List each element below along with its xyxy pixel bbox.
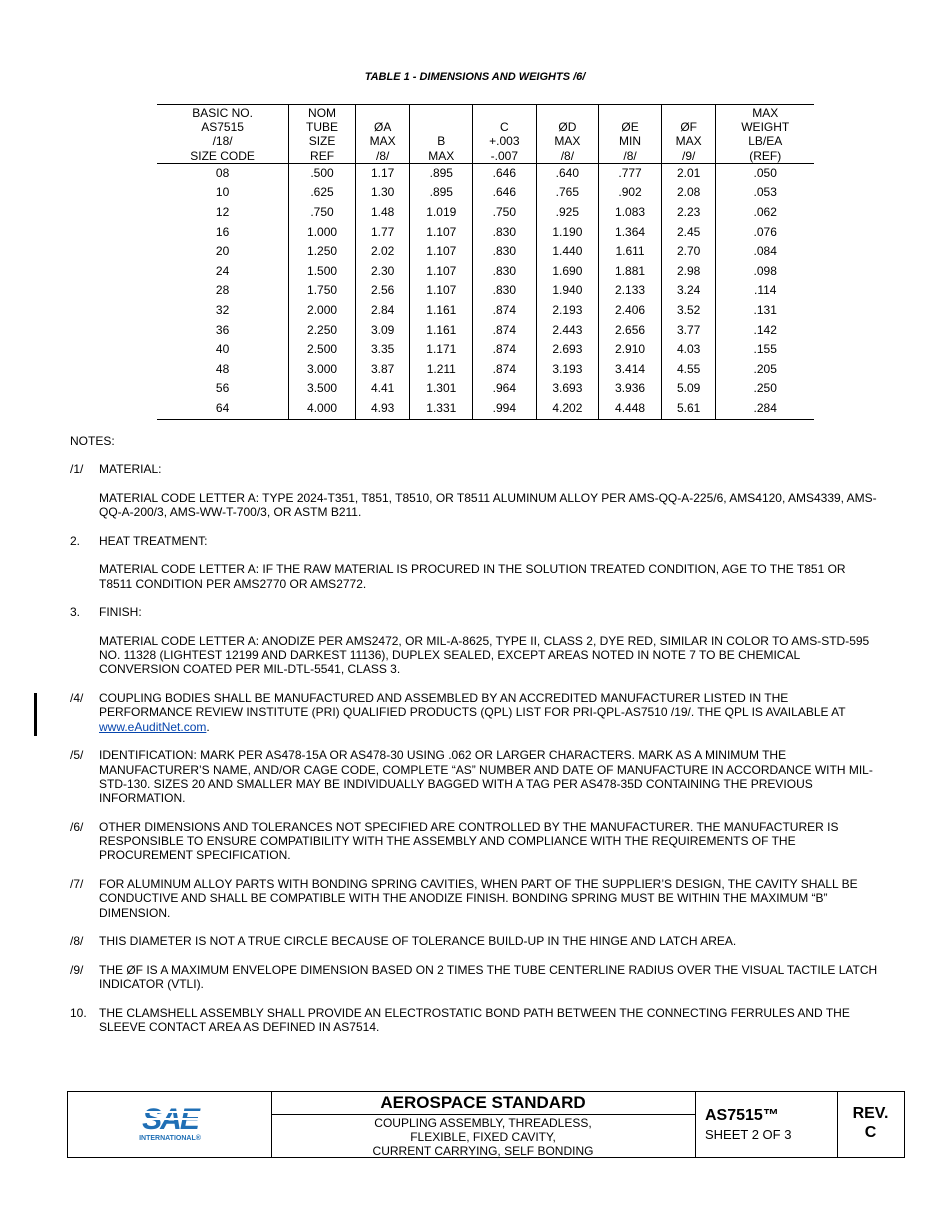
table-row [157, 223, 814, 243]
column-header-line: ØE [621, 120, 639, 135]
table-cell: 3.693 [536, 379, 599, 399]
note-number: /1/ [70, 462, 84, 477]
table-cell: 2.70 [661, 242, 716, 262]
table-cell: 48 [215, 361, 230, 376]
table-cell: 2.193 [536, 301, 599, 321]
table-cell: 1.107 [410, 262, 473, 282]
table-cell: .500 [289, 163, 356, 183]
table-cell: 4.448 [599, 399, 662, 419]
column-header [355, 105, 410, 164]
table-cell: 1.30 [355, 183, 410, 203]
note-number: /8/ [70, 934, 84, 949]
table-cell: 1.611 [599, 242, 662, 262]
table-cell: 1.000 [289, 223, 356, 243]
table-cell: .874 [473, 301, 536, 321]
table-row [157, 379, 814, 399]
column-header-line: (REF) [749, 148, 782, 163]
note-1 [70, 462, 880, 519]
table-cell: .084 [716, 242, 814, 262]
column-header-line: BASIC NO. [192, 106, 253, 120]
logo-subtext: INTERNATIONAL® [139, 1135, 201, 1142]
table-cell: 4.41 [355, 379, 410, 399]
table-cell: 1.107 [410, 242, 473, 262]
table-cell: .925 [536, 203, 599, 223]
column-header-line: MAX [752, 106, 779, 120]
column-header-line: TUBE [306, 120, 339, 135]
revision-label: REV. [852, 1105, 889, 1122]
table-cell: 3.500 [289, 379, 356, 399]
revision-value: C [864, 1124, 877, 1141]
note-8 [70, 934, 880, 948]
table-cell: 2.133 [599, 281, 662, 301]
table-cell: 1.211 [410, 360, 473, 380]
table-cell: 1.019 [410, 203, 473, 223]
table-row [157, 163, 814, 183]
column-header-line: ØF [680, 120, 698, 135]
table-cell: 4.55 [661, 360, 716, 380]
note-number: /6/ [70, 819, 84, 834]
table-row [157, 360, 814, 380]
table-cell: 1.500 [289, 262, 356, 282]
table-cell: .625 [289, 183, 356, 203]
table-cell: 2.250 [289, 321, 356, 341]
table-cell: 20 [215, 244, 230, 259]
table-cell: .050 [716, 163, 814, 183]
table-cell: .098 [716, 262, 814, 282]
table-cell: 2.000 [289, 301, 356, 321]
table-cell: 4.93 [355, 399, 410, 419]
title-block [67, 1091, 905, 1158]
column-header [157, 105, 289, 164]
column-header [410, 105, 473, 164]
column-header [716, 105, 814, 164]
table-cell: 1.161 [410, 321, 473, 341]
table-cell: .830 [473, 242, 536, 262]
table-row [157, 340, 814, 360]
table-cell: .830 [473, 223, 536, 243]
table-row [157, 399, 814, 419]
note-body [99, 691, 880, 734]
column-header-line: /9/ [682, 148, 696, 163]
column-header-line: SIZE [308, 134, 336, 149]
table-cell: 2.910 [599, 340, 662, 360]
table-cell: .895 [410, 163, 473, 183]
note-body: THE CLAMSHELL ASSEMBLY SHALL PROVIDE AN ELECTROSTATIC BOND PATH BETWEEN THE CONNECTING FERRULES AND THE SLEEVE CONTACT AREA AS DEFINED IN AS7514. [99, 1005, 850, 1034]
table-cell: 2.656 [599, 321, 662, 341]
table-cell: 10 [215, 185, 230, 200]
table-row [157, 242, 814, 262]
column-header [473, 105, 536, 164]
column-header-line: ØA [373, 120, 392, 135]
table-cell: 1.107 [410, 223, 473, 243]
table-cell: 1.48 [355, 203, 410, 223]
table-cell: .874 [473, 360, 536, 380]
column-header-line: B [437, 134, 446, 149]
table-cell: 2.02 [355, 242, 410, 262]
title-cell [271, 1092, 696, 1157]
note-6 [70, 820, 880, 863]
note-number: /5/ [70, 748, 84, 763]
table-row [157, 321, 814, 341]
table-cell: .053 [716, 183, 814, 203]
description-line: CURRENT CARRYING, SELF BONDING [372, 1144, 594, 1158]
table-cell: .250 [716, 379, 814, 399]
table-cell: 16 [215, 224, 230, 239]
table-cell: 2.23 [661, 203, 716, 223]
eauditnet-link[interactable]: www.eAuditNet.com [99, 719, 207, 734]
table-cell: .640 [536, 163, 599, 183]
part-description [271, 1115, 695, 1158]
table-cell: .830 [473, 281, 536, 301]
table-cell: 1.940 [536, 281, 599, 301]
table-cell: 3.193 [536, 360, 599, 380]
sae-logo [68, 1092, 272, 1157]
column-header [599, 105, 662, 164]
sae-logo-icon [68, 1092, 271, 1157]
table-cell: 3.000 [289, 360, 356, 380]
table-cell: 1.881 [599, 262, 662, 282]
table-cell: 2.30 [355, 262, 410, 282]
table-cell: 40 [215, 342, 230, 357]
column-header-line: MAX [369, 134, 396, 149]
column-header-line: ØD [558, 120, 577, 135]
table-cell: .205 [716, 360, 814, 380]
column-header-line: /8/ [560, 148, 575, 163]
note-title: FINISH: [99, 605, 142, 620]
table-cell: 1.17 [355, 163, 410, 183]
table-cell: 3.52 [661, 301, 716, 321]
table-cell: 3.24 [661, 281, 716, 301]
revision-cell [837, 1092, 904, 1157]
note-body: OTHER DIMENSIONS AND TOLERANCES NOT SPECIFIED ARE CONTROLLED BY THE MANUFACTURER. THE MANUFACTURER IS RESPONSIBLE TO ENSURE COMPATIBILITY WITH THE ASSEMBLY AND COMPLIANCE WITH THE REQUIREMENTS OF THE PROCUREMENT SPECIFICATION. [99, 819, 839, 863]
note-5 [70, 748, 880, 805]
note-10 [70, 1006, 880, 1035]
column-header-line: /8/ [375, 148, 390, 163]
table-cell: .750 [289, 203, 356, 223]
column-header-line: MAX [675, 134, 702, 149]
table-row [157, 183, 814, 203]
table-row [157, 203, 814, 223]
column-header [661, 105, 716, 164]
table-cell: .142 [716, 321, 814, 341]
column-header-line: NOM [308, 106, 337, 120]
table-cell: 1.690 [536, 262, 599, 282]
table-cell: 4.03 [661, 340, 716, 360]
table-cell: 64 [157, 399, 289, 419]
note-7 [70, 877, 880, 920]
document-number-cell [695, 1092, 838, 1157]
note-body: IDENTIFICATION: MARK PER AS478-15A OR AS478-30 USING .062 OR LARGER CHARACTERS. MARK AS A MINIMUM THE MANUFACTURER’S NAME, AND/OR CAGE CODE, COMPLETE “AS” NUMBER AND DATE OF MANUFACTURE IN ACCORDANCE WITH MIL-STD-130. SIZES 20 AND SMALLER MAY BE INDIVIDUALLY BAGGED WITH A TAG PER AS478-35D CONTAINING THE PREVIOUS INFORMATION. [99, 748, 873, 806]
table-cell: .284 [716, 399, 814, 419]
table-cell: 32 [215, 302, 230, 317]
table-cell: .777 [599, 163, 662, 183]
table-cell: .155 [716, 340, 814, 360]
table-cell: 2.443 [536, 321, 599, 341]
description-line: COUPLING ASSEMBLY, THREADLESS, [374, 1116, 592, 1130]
table-cell: 4.202 [536, 399, 599, 419]
table-cell: .646 [473, 163, 536, 183]
table-cell: 2.01 [661, 163, 716, 183]
table-cell: .750 [473, 203, 536, 223]
table-cell: 5.61 [661, 399, 716, 419]
note-tail: . [206, 719, 210, 734]
table-cell: 2.406 [599, 301, 662, 321]
table-cell: 5.09 [661, 379, 716, 399]
column-header-line: /8/ [623, 148, 637, 163]
table-cell: .062 [716, 203, 814, 223]
table-cell: .874 [473, 321, 536, 341]
standard-title: AEROSPACE STANDARD [271, 1092, 695, 1115]
note-body: MATERIAL CODE LETTER A: IF THE RAW MATERIAL IS PROCURED IN THE SOLUTION TREATED CONDITION, AGE TO THE T851 OR T8511 CONDITION PER AMS2770 OR AMS2772. [99, 562, 846, 591]
note-title: MATERIAL: [99, 462, 162, 477]
column-header-line: MAX [428, 148, 455, 163]
table-cell: .964 [473, 379, 536, 399]
table-cell: 4.000 [289, 399, 356, 419]
note-title: HEAT TREATMENT: [99, 533, 208, 548]
table-cell: 1.083 [599, 203, 662, 223]
column-header-line: LB/EA [748, 134, 783, 149]
table-title: TABLE 1 - DIMENSIONS AND WEIGHTS /6/ [364, 71, 586, 83]
table-cell: .076 [716, 223, 814, 243]
column-header-line: MAX [554, 134, 581, 149]
note-body: THE ØF IS A MAXIMUM ENVELOPE DIMENSION BASED ON 2 TIMES THE TUBE CENTERLINE RADIUS OVER THE VISUAL TACTILE LATCH INDICATOR (VTLI). [99, 962, 878, 991]
notes-section [70, 434, 880, 1048]
table-cell: .114 [716, 281, 814, 301]
table-cell: .131 [716, 301, 814, 321]
note-number: /7/ [70, 876, 84, 891]
table-cell: 1.440 [536, 242, 599, 262]
table-cell: 1.301 [410, 379, 473, 399]
column-header [536, 105, 599, 164]
table-cell: 2.45 [661, 223, 716, 243]
table-cell: 3.77 [661, 321, 716, 341]
table-cell: 56 [215, 381, 230, 396]
table-cell: 1.171 [410, 340, 473, 360]
column-header-line: C [499, 120, 509, 135]
note-number: /4/ [70, 691, 84, 706]
table-cell: 2.693 [536, 340, 599, 360]
table-body [157, 163, 814, 419]
table-cell: .765 [536, 183, 599, 203]
note-2 [70, 534, 880, 591]
table-cell: .994 [473, 399, 536, 419]
document-number: AS7515™ [705, 1107, 779, 1124]
note-9 [70, 963, 880, 992]
table-cell: 1.331 [410, 399, 473, 419]
note-number: 2. [70, 533, 81, 548]
note-body: MATERIAL CODE LETTER A: TYPE 2024-T351, T851, T8510, OR T8511 ALUMINUM ALLOY PER AMS-QQ-A-225/6, AMS4120, AMS4339, AMS-QQ-A-200/3, AMS-WW-T-700/3, OR ASTM B211. [99, 490, 877, 520]
table-row [157, 262, 814, 282]
note-number: 3. [70, 605, 81, 620]
notes-heading: NOTES: [70, 434, 115, 448]
column-header-line: SIZE CODE [190, 148, 255, 163]
table-cell: 1.161 [410, 301, 473, 321]
table-cell: 1.750 [289, 281, 356, 301]
table-cell: 24 [215, 263, 230, 278]
column-header [289, 105, 356, 164]
table-header-row [157, 105, 814, 164]
column-header-line: /18/ [212, 134, 233, 149]
table-cell: 2.84 [355, 301, 410, 321]
note-number: 10. [70, 1005, 87, 1020]
table-cell: .874 [473, 340, 536, 360]
table-cell: 12 [215, 205, 230, 219]
description-line: FLEXIBLE, FIXED CAVITY, [410, 1130, 556, 1144]
note-body: THIS DIAMETER IS NOT A TRUE CIRCLE BECAUSE OF TOLERANCE BUILD-UP IN THE HINGE AND LATCH AREA. [99, 934, 737, 949]
table-cell: 2.56 [355, 281, 410, 301]
table-cell: 3.87 [355, 360, 410, 380]
table-cell: 1.364 [599, 223, 662, 243]
note-number: /9/ [70, 962, 84, 977]
table-cell: 1.107 [410, 281, 473, 301]
dimensions-table [157, 104, 814, 420]
column-header-line: REF [310, 148, 335, 163]
table-cell: .830 [473, 262, 536, 282]
table-cell: 3.09 [355, 321, 410, 341]
column-header-line: -.007 [490, 148, 518, 163]
column-header-line: +.003 [489, 134, 520, 149]
table-cell: 1.190 [536, 223, 599, 243]
table-cell: 3.936 [599, 379, 662, 399]
table-cell: 3.35 [355, 340, 410, 360]
logo-text: SAE [142, 1103, 198, 1136]
table-cell: .895 [410, 183, 473, 203]
table-cell: 2.08 [661, 183, 716, 203]
table-cell: 2.500 [289, 340, 356, 360]
sheet-number: SHEET 2 OF 3 [705, 1127, 792, 1142]
table-cell: 1.77 [355, 223, 410, 243]
table-cell: .646 [473, 183, 536, 203]
revision-bar [34, 693, 37, 736]
note-4 [70, 691, 880, 734]
table-cell: 2.98 [661, 262, 716, 282]
note-3 [70, 605, 880, 676]
note-body: FOR ALUMINUM ALLOY PARTS WITH BONDING SPRING CAVITIES, WHEN PART OF THE SUPPLIER’S DESIGN, THE CAVITY SHALL BE CONDUCTIVE AND SHALL BE COMPATIBLE WITH THE ANODIZE FINISH. BONDING SPRING MUST BE WITHIN THE MAXIMUM “B” DIMENSION. [99, 876, 858, 920]
table-cell: 28 [215, 283, 230, 298]
column-header-line: AS7515 [201, 120, 244, 135]
table-cell: 08 [215, 165, 230, 180]
table-row [157, 281, 814, 301]
column-header-line: MIN [619, 134, 642, 149]
column-header-line: WEIGHT [741, 120, 790, 135]
note-body: MATERIAL CODE LETTER A: ANODIZE PER AMS2472, OR MIL-A-8625, TYPE II, CLASS 2, DYE RED, SIMILAR IN COLOR TO AMS-STD-595 NO. 11328 (LIGHTEST 12199 AND DARKEST 11136), DUPLEX SEALED, EXCEPT AREAS NOTED IN NOTE 7 TO BE CHEMICAL CONVERSION COATED PER MIL-DTL-5541, CLASS 3. [99, 633, 870, 677]
note-text: COUPLING BODIES SHALL BE MANUFACTURED AND ASSEMBLED BY AN ACCREDITED MANUFACTURER LISTED IN THE PERFORMANCE REVIEW INSTITUTE (PRI) QUALIFIED PRODUCTS (QPL) LIST FOR PRI-QPL-AS7510 /19/. THE QPL IS AVAILABLE AT [99, 691, 846, 720]
table-row [157, 301, 814, 321]
table-cell: 3.414 [599, 360, 662, 380]
table-cell: .902 [599, 183, 662, 203]
table-cell: 1.250 [289, 242, 356, 262]
table-cell: 36 [215, 322, 230, 337]
